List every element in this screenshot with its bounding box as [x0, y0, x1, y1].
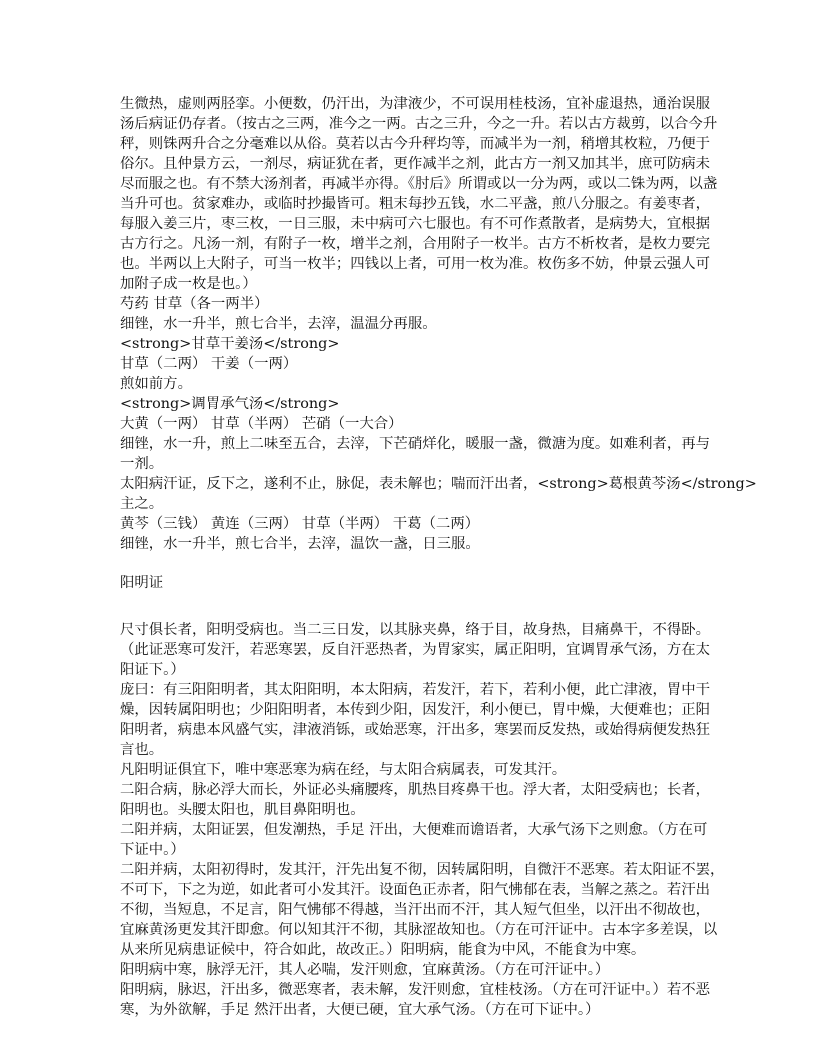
text-line: 生微热，虚则两胫挛。小便数，仍汗出，为津液少，不可误用桂枝汤，宜补虚退热，通治误服	[120, 96, 711, 112]
text-line: 一剂。	[120, 456, 164, 472]
text-line: <strong>调胃承气汤</strong>	[120, 396, 340, 412]
text-line: 太阳病汗证，反下之，遂利不止，脉促，表未解也；喘而汗出者，<strong>葛根黄芩汤</strong>	[120, 476, 757, 492]
text-line: 寒，为外欲解，手足 然汗出者，大便已硬，宜大承气汤。（方在可下证中。）	[120, 1002, 600, 1018]
text-line: 凡阳明证俱宜下，唯中寒恶寒为病在经，与太阳合病属表，可发其汗。	[120, 762, 567, 778]
section-yangming-text	[120, 620, 725, 1020]
text-line: 煎如前方。	[120, 376, 192, 392]
text-line: 秤，则铢两升合之分毫难以从俗。莫若以古今升秤均等，而减半为一剂，稍增其枚粒，乃便于	[120, 136, 711, 152]
text-line: 阳明者，病患本风盛气实，津液消铄，或始恶寒，汗出多，寒罢而反发热，或始得病便发热狂	[120, 722, 711, 738]
text-line: 细锉，水一升半，煎七合半，去滓，温饮一盏，日三服。	[120, 536, 480, 552]
text-line: 尽而服之也。有不禁大汤剂者，再减半亦得。《肘后》所谓或以一分为两，或以二铢为两，以盏	[120, 176, 718, 192]
text-line: 燥，因转属阳明也；少阳阳明者，本传到少阳，因发汗，利小便已，胃中燥，大便难也；正阳	[120, 702, 711, 718]
text-line: 宜麻黄汤更发其汗即愈。何以知其汗不彻，其脉涩故知也。（方在可汗证中。古本字多差误，以	[120, 922, 718, 938]
text-line: 黄芩（三钱） 黄连（三两） 甘草（半两） 干葛（二两）	[120, 516, 480, 532]
text-line: 大黄（一两） 甘草（半两） 芒硝（一大合）	[120, 416, 403, 432]
section-taiyang-formulas	[120, 94, 757, 554]
text-line: 不彻，当短息，不足言，阳气怫郁不得越，当汗出而不汗，其人短气但坐，以汗出不彻故也，	[120, 902, 711, 918]
text-line: 甘草（二两） 干姜（一两）	[120, 356, 298, 372]
text-line: 下证中。）	[120, 842, 185, 858]
text-line: 庞曰：有三阳阳明者，其太阳阳明，本太阳病，若发汗，若下，若利小便，此亡津液，胃中干	[120, 682, 711, 698]
text-line: 当升可也。贫家难办，或临时抄撮皆可。粗末每抄五钱，水二平盏，煎八分服之。有姜枣者，	[120, 196, 711, 212]
text-line: 细锉，水一升，煎上二味至五合，去滓，下芒硝烊化，暖服一盏，微溏为度。如难利者，再与	[120, 436, 711, 452]
text-line: （此证恶寒可发汗，若恶寒罢，反自汗恶热者，为胃家实，属正阳明，宜调胃承气汤，方在太	[120, 642, 711, 658]
text-line: 二阳合病，脉必浮大而长，外证必头痛腰疼，肌热目疼鼻干也。浮大者，太阳受病也；长者，	[120, 782, 711, 798]
text-line: 主之。	[120, 496, 164, 512]
text-line: 每服入姜三片，枣三枚，一日三服，未中病可六七服也。有不可作煮散者，是病势大，宜根据	[120, 216, 711, 232]
text-line: 二阳并病，太阳证罢，但发潮热，手足 汗出，大便难而谵语者，大承气汤下之则愈。（方在可	[120, 822, 708, 838]
text-line: 言也。	[120, 742, 164, 758]
text-line: 芍药 甘草（各一两半）	[120, 296, 269, 312]
text-line: 加附子成一枚是也。）	[120, 276, 257, 292]
text-line: 古方行之。凡汤一剂，有附子一枚，增半之剂，合用附子一枚半。古方不析枚者，是枚力要完	[120, 236, 711, 252]
text-line: 也。半两以上大附子，可当一枚半；四钱以上者，可用一枚为准。枚伤多不妨，仲景云强人可	[120, 256, 711, 272]
text-line: 从来所见病患证候中，符合如此，故改正。）阳明病，能食为中风，不能食为中寒。	[120, 942, 646, 958]
text-line: 俗尔。且仲景方云，一剂尽，病证犹在者，更作减半之剂，此古方一剂又加其半，庶可防病未	[120, 156, 711, 172]
document-page	[120, 94, 757, 1020]
text-line: 汤后病证仍存者。（按古之三两，准今之一两。古之三升，今之一升。若以古方裁剪，以合今升	[120, 116, 718, 132]
text-line: 二阳并病，太阳初得时，发其汗，汗先出复不彻，因转属阳明，自微汗不恶寒。若太阳证不罢，	[120, 862, 725, 878]
text-line: <strong>甘草干姜汤</strong>	[120, 336, 340, 352]
text-line: 尺寸俱长者，阳明受病也。当二三日发，以其脉夹鼻，络于目，故身热，目痛鼻干，不得卧。	[120, 622, 711, 638]
text-line: 阳明病，脉迟，汗出多，微恶寒者，表未解，发汗则愈，宜桂枝汤。（方在可汗证中。）若不恶	[120, 982, 711, 998]
text-line: 阳明也。头腰太阳也，肌目鼻阳明也。	[120, 802, 365, 818]
text-line: 细锉，水一升半，煎七合半，去滓，温温分再服。	[120, 316, 437, 332]
text-line: 阳明病中寒，脉浮无汗，其人必喘，发汗则愈，宜麻黄汤。（方在可汗证中。）	[120, 962, 610, 978]
section-heading-yangming: 阳明证	[120, 575, 164, 591]
text-line: 不可下，下之为逆，如此者可小发其汗。设面色正赤者，阳气怫郁在表，当解之蒸之。若汗出	[120, 882, 711, 898]
text-line: 阳证下。）	[120, 662, 185, 678]
